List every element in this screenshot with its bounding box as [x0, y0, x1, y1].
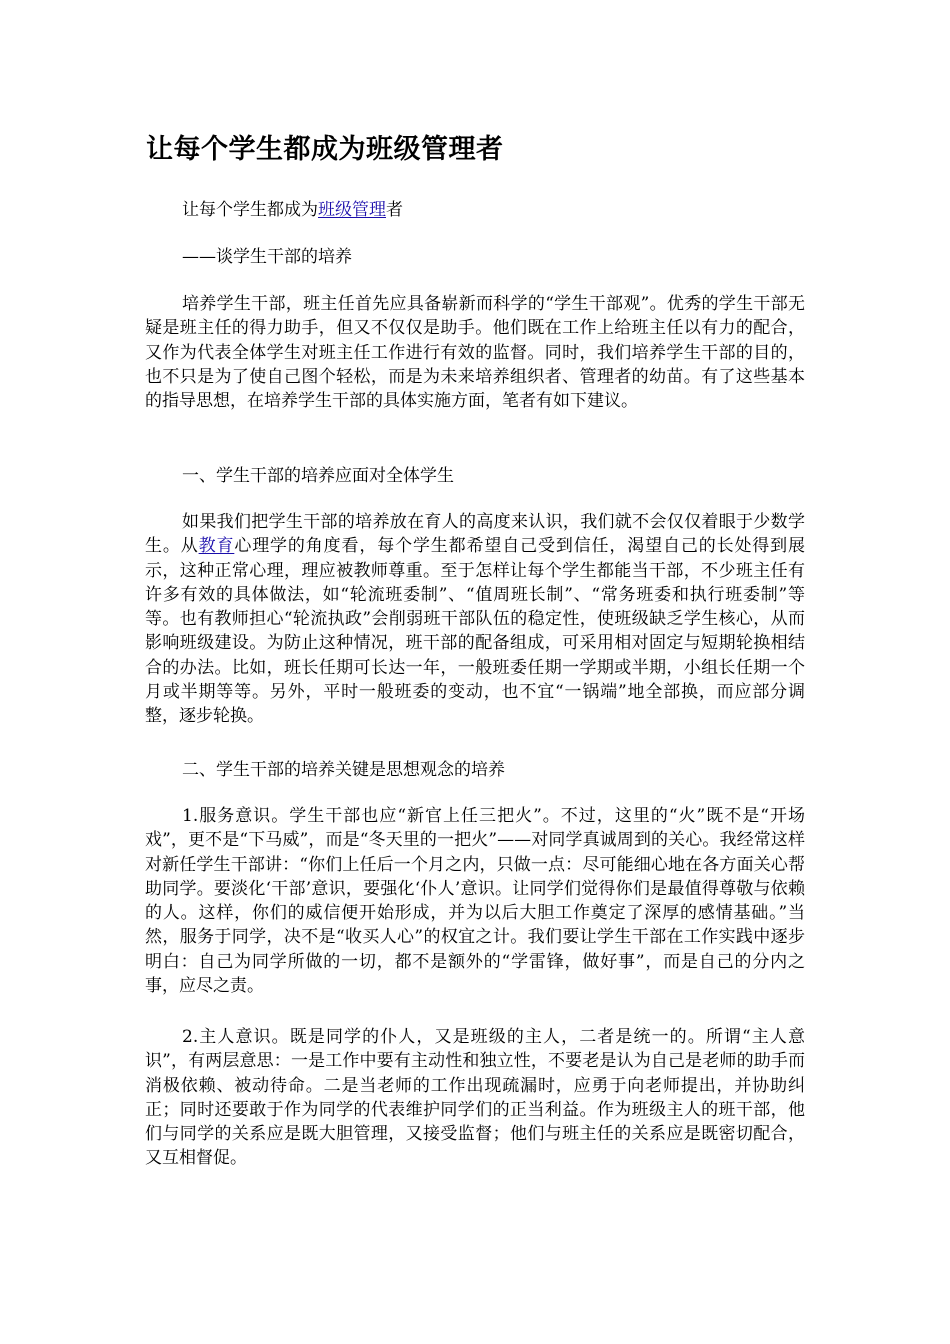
section1-paragraph [145, 510, 805, 729]
intro-paragraph: 培养学生干部，班主任首先应具备崭新而科学的“学生干部观”。优秀的学生干部无疑是班主任的得力助手，但又不仅仅是助手。他们既在工作上给班主任以有力的配合，又作为代表全体学生对班主任工作进行有效的监督。同时，我们培养学生干部的目的，也不只是为了使自己图个轻松，而是为未来培养组织者、管理者的幼苗。有了这些基本的指导思想，在培养学生干部的具体实施方面，笔者有如下建议。 [145, 294, 805, 412]
document-title: 让每个学生都成为班级管理者 [146, 134, 504, 165]
point1-paragraph: 1.服务意识。学生干部也应“新官上任三把火”。不过，这里的“火”既不是“开场戏”，更不是“下马威”，而是“冬天里的一把火”——对同学真诚周到的关心。我经常这样对新任学生干部讲：“你们上任后一个月之内，只做一点：尽可能细心地在各方面关心帮助同学。要淡化‘干部’意识，要强化‘仆人’意识。让同学们觉得你们是最值得尊敬与依赖的人。这样，你们的威信便开始形成，并为以后大胆工作奠定了深厚的感情基础。”当然，服务于同学，决不是“收买人心”的权宜之计。我们要让学生干部在工作实践中逐步明白：自己为同学所做的一切，都不是额外的“学雷锋，做好事”，而是自己的分内之事，应尽之责。 [145, 806, 805, 997]
section1-text-before: 如果我们把学生干部的培养放在育人的高度来认识，我们就不会仅仅着眼于少数学生。从 [145, 512, 805, 557]
section2-heading: 二、学生干部的培养关键是思想观念的培养 [182, 760, 505, 780]
section1-text-after: 心理学的角度看，每个学生都希望自己受到信任，渴望自己的长处得到展示，这种正常心理，理应被教师尊重。至于怎样让每个学生都能当干部，不少班主任有许多有效的具体做法，如“轮流班委制”、“值周班长制”、“常务班委和执行班委制”等等。也有教师担心“轮流执政”会削弱班干部队伍的稳定性，使班级缺乏学生核心，从而影响班级建设。为防止这种情况，班干部的配备组成，可采用相对固定与短期轮换相结合的办法。比如，班长任期可长达一年，一般班委任期一学期或半期，小组长任期一个月或半期等等。另外，平时一般班委的变动，也不宜“一锅端”地全部换，而应部分调整，逐步轮换。 [145, 536, 806, 727]
subtitle-text-before: 让每个学生都成为 [182, 200, 318, 220]
document-byline: ——谈学生干部的培养 [182, 247, 352, 267]
section1-heading: 一、学生干部的培养应面对全体学生 [182, 466, 454, 486]
document-subtitle [182, 198, 403, 222]
education-link[interactable]: 教育 [198, 536, 235, 557]
class-management-link[interactable]: 班级管理 [318, 200, 386, 220]
point2-paragraph: 2.主人意识。既是同学的仆人，又是班级的主人，二者是统一的。所谓“主人意识”，有两层意思：一是工作中要有主动性和独立性，不要老是认为自己是老师的助手而消极依赖、被动待命。二是当老师的工作出现疏漏时，应勇于向老师提出，并协助纠正；同时还要敢于作为同学的代表维护同学们的正当利益。作为班级主人的班干部，他们与同学的关系应是既大胆管理，又接受监督；他们与班主任的关系应是既密切配合，又互相督促。 [145, 1027, 805, 1169]
subtitle-text-after: 者 [386, 200, 403, 220]
